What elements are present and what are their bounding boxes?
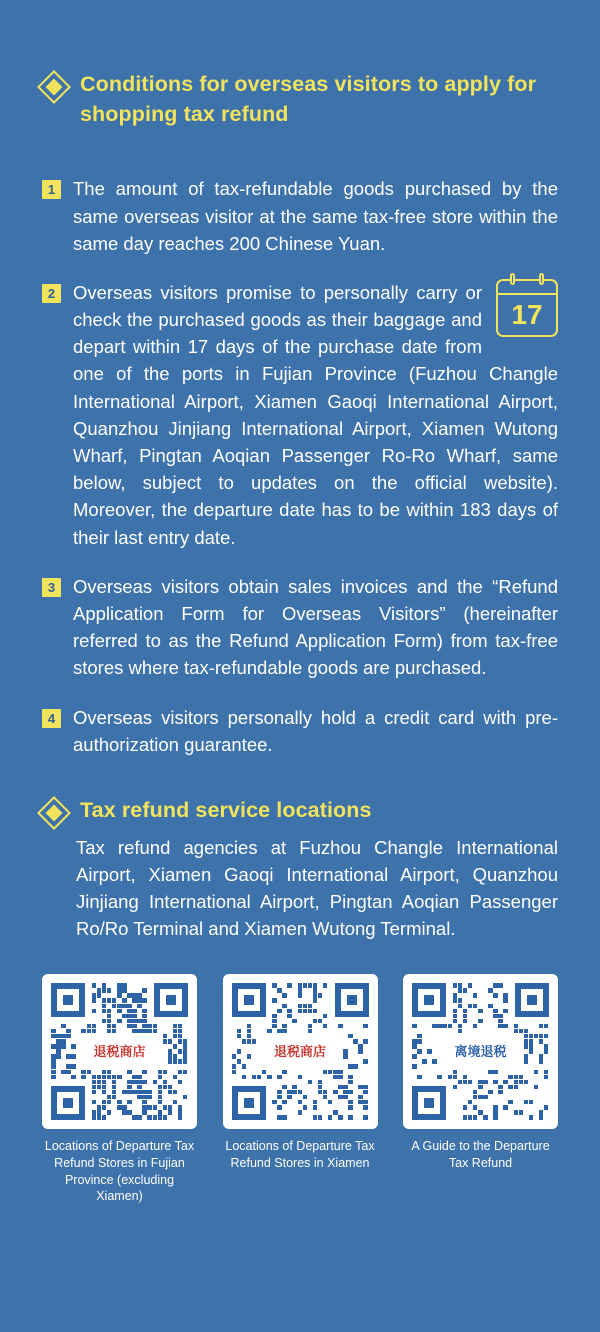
conditions-heading-text: Conditions for overseas visitors to apply for shopping tax refund — [80, 72, 537, 126]
diamond-bullet-icon — [37, 70, 71, 104]
qr-caption: Locations of Departure Tax Refund Stores in Fujian Province (excluding Xiamen) — [44, 1139, 195, 1204]
condition-number-1: 1 — [42, 180, 61, 199]
qr-caption: A Guide to the Departure Tax Refund — [411, 1139, 550, 1170]
calendar-ring-left-icon — [510, 273, 515, 285]
qr-code-fujian[interactable] — [42, 974, 197, 1129]
condition-number-2: 2 — [42, 284, 61, 303]
condition-text-4: Overseas visitors personally hold a credit card with pre-authorization guarantee. — [73, 706, 558, 755]
condition-item-4 — [42, 704, 558, 758]
condition-text-1: The amount of tax-refundable goods purchased by the same overseas visitor at the same tax-free store within the same day reaches 200 Chinese Yuan. — [73, 178, 558, 254]
diamond-bullet-icon — [37, 796, 71, 830]
condition-text-2 — [73, 279, 558, 551]
qr-code-guide[interactable] — [403, 974, 558, 1129]
condition-text-3: Overseas visitors obtain sales invoices and the “Refund Application Form for Overseas Visitors” (hereinafter referred to as the Refund Application Form) from tax-free stores where tax-refundable goods are purchased. — [73, 575, 558, 679]
locations-heading-text: Tax refund service locations — [80, 797, 372, 822]
condition-text-2-lead: Overseas visitors promise to personally carry or check the purchased goods — [73, 281, 482, 331]
conditions-heading — [42, 0, 558, 129]
qr-code-item — [42, 974, 197, 1205]
condition-item-3 — [42, 573, 558, 682]
condition-item-2 — [42, 279, 558, 551]
condition-number-4: 4 — [42, 709, 61, 728]
condition-number-3: 3 — [42, 578, 61, 597]
qr-center-label: 离境退税 — [450, 1043, 510, 1061]
qr-center-label: 退税商店 — [270, 1043, 330, 1061]
qr-caption: Locations of Departure Tax Refund Stores in Xiamen — [225, 1139, 375, 1170]
qr-finder-bottom-left — [51, 1086, 85, 1120]
locations-heading — [42, 796, 558, 826]
qr-finder-bottom-left — [232, 1086, 266, 1120]
condition-text-2-rest: as their baggage and depart within 17 days of the purchase date from one of the ports in Fujian Province (Fuzhou Changle International Airport, Xiamen Gaoqi International Airport, Quanzhou Jinjiang International Airport, Xiamen Wutong Wharf, Pingtan Aoqian Passenger Ro-Ro Wharf, same below, subject to updates on the official website). Moreover, the departure date has to be within 183 days of their last entry date. — [73, 309, 558, 548]
calendar-icon — [496, 279, 558, 337]
qr-finder-top-right — [154, 983, 188, 1017]
qr-code-item — [223, 974, 378, 1205]
qr-finder-top-left — [412, 983, 446, 1017]
locations-text: Tax refund agencies at Fuzhou Changle International Airport, Xiamen Gaoqi International Airport, Quanzhou Jinjiang International Airport, Pingtan Aoqian Passenger Ro/Ro Terminal and Xiamen Wutong Terminal. — [76, 836, 558, 940]
qr-finder-top-left — [51, 983, 85, 1017]
qr-code-xiamen[interactable] — [223, 974, 378, 1129]
qr-center-label: 退税商店 — [89, 1043, 149, 1061]
qr-code-item — [403, 974, 558, 1205]
qr-code-row — [42, 974, 558, 1205]
calendar-ring-right-icon — [539, 273, 544, 285]
qr-finder-top-right — [515, 983, 549, 1017]
calendar-day-number: 17 — [511, 298, 543, 330]
condition-item-1 — [42, 175, 558, 257]
qr-finder-top-right — [335, 983, 369, 1017]
qr-finder-bottom-left — [412, 1086, 446, 1120]
qr-finder-top-left — [232, 983, 266, 1017]
